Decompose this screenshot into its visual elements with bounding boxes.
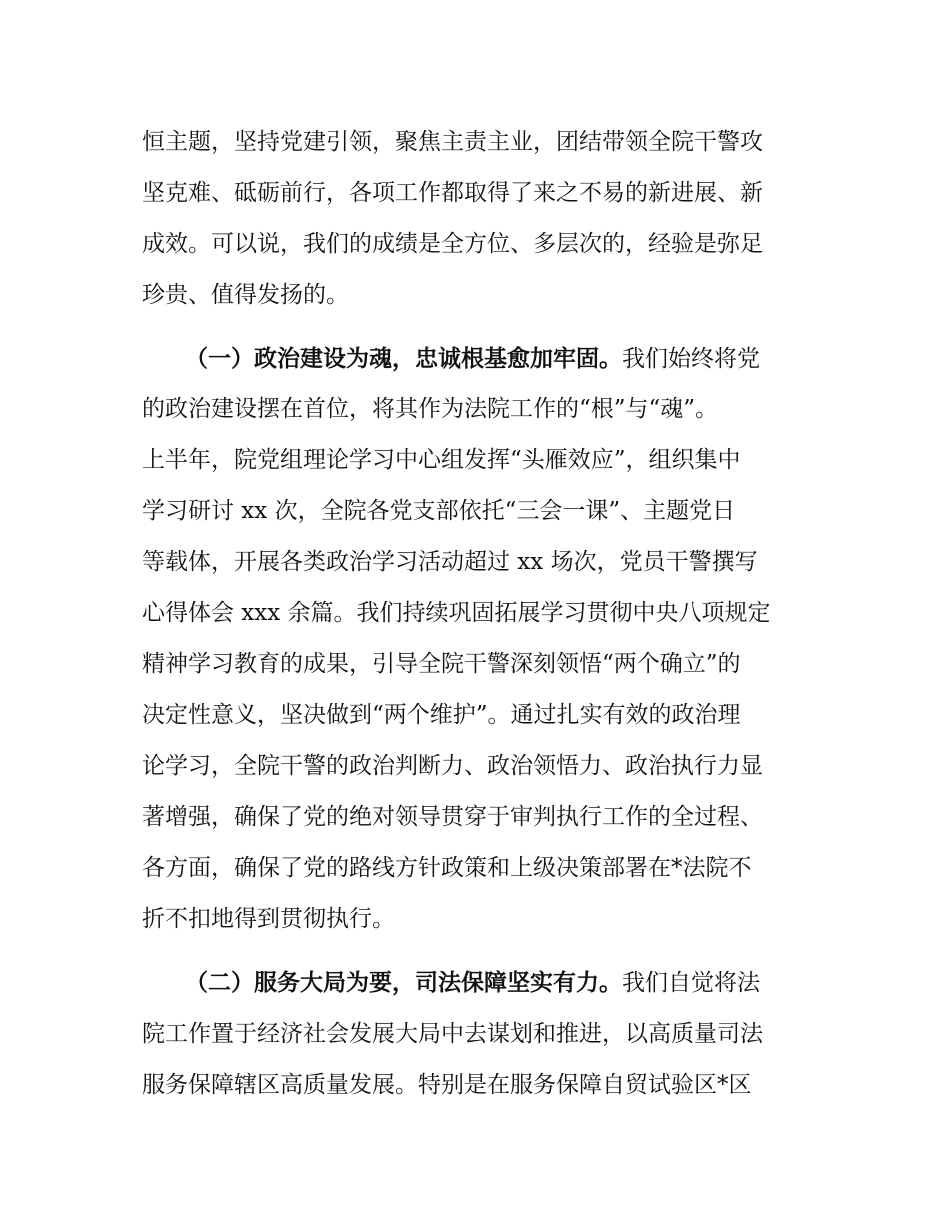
text-line: 决定性意义，坚决做到“两个维护”。通过扎实有效的政治理 bbox=[142, 702, 741, 728]
text-line: 各方面，确保了党的路线方针政策和上级决策部署在*法院不 bbox=[142, 855, 752, 881]
section-heading: （一）政治建设为魂，忠诚根基愈加牢固。 bbox=[185, 346, 622, 372]
text-line: 论学习，全院干警的政治判断力、政治领悟力、政治执行力显 bbox=[142, 753, 763, 779]
text-line: 学习研讨 xx 次，全院各党支部依托“三会一课”、主题党日 bbox=[142, 498, 736, 524]
text-line: 院工作置于经济社会发展大局中去谋划和推进，以高质量司法 bbox=[142, 1021, 763, 1047]
text-line: 成效。可以说，我们的成绩是全方位、多层次的，经验是弥足 bbox=[142, 231, 763, 257]
text-line: 著增强，确保了党的绝对领导贯穿于审判执行工作的全过程、 bbox=[142, 804, 763, 830]
text-line: 折不扣地得到贯彻执行。 bbox=[142, 906, 395, 932]
text-line: 服务保障辖区高质量发展。特别是在服务保障自贸试验区*区 bbox=[142, 1072, 752, 1098]
text-line: 心得体会 xxx 余篇。我们持续巩固拓展学习贯彻中央八项规定 bbox=[142, 600, 771, 626]
text-line: 上半年，院党组理论学习中心组发挥“头雁效应”，组织集中 bbox=[142, 447, 741, 473]
section-heading: （二）服务大局为要，司法保障坚实有力。 bbox=[185, 970, 622, 996]
text-line-first: （二）服务大局为要，司法保障坚实有力。我们自觉将法 bbox=[185, 970, 760, 996]
text-line-first: （一）政治建设为魂，忠诚根基愈加牢固。我们始终将党 bbox=[185, 346, 760, 372]
text-line: 恒主题，坚持党建引领，聚焦主责主业，团结带领全院干警攻 bbox=[142, 129, 763, 155]
text-line: 的政治建设摆在首位，将其作为法院工作的“根”与“魂”。 bbox=[142, 396, 719, 422]
text-line: 坚克难、砥砺前行，各项工作都取得了来之不易的新进展、新 bbox=[142, 180, 763, 206]
text-line: 等载体，开展各类政治学习活动超过 xx 场次，党员干警撰写 bbox=[142, 549, 758, 575]
text-line: 珍贵、值得发扬的。 bbox=[142, 282, 349, 308]
text-line: 精神学习教育的成果，引导全院干警深刻领悟“两个确立”的 bbox=[142, 651, 741, 677]
